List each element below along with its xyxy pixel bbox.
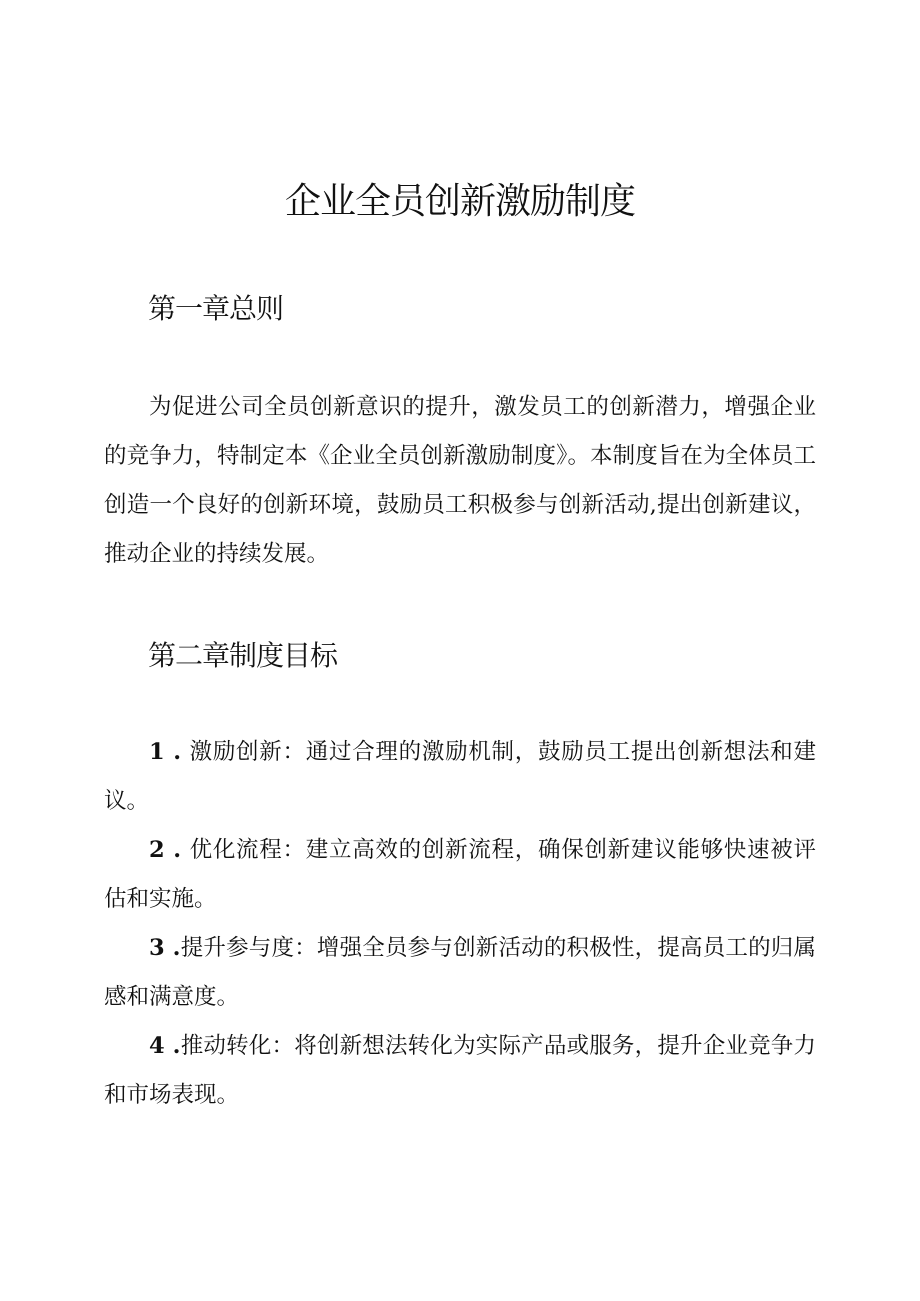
- chapter-heading-goals: 第二章制度目标: [148, 639, 338, 672]
- goal-item-number: 3: [149, 935, 165, 961]
- goal-item-separator: .: [164, 837, 190, 863]
- goal-item-separator: .: [164, 739, 190, 765]
- intro-paragraph: 为促进公司全员创新意识的提升，激发员工的创新潜力，增强企业的竞争力，特制定本《企业全员创新激励制度》。本制度旨在为全体员工创造一个良好的创新环境，鼓励员工积极参与创新活动,提出创新建议，推动企业的持续发展。: [104, 394, 816, 567]
- goal-item-text: 提升参与度：增强全员参与创新活动的积极性，提高员工的归属感和满意度。: [104, 935, 816, 1010]
- goal-item-text: 优化流程：建立高效的创新流程，确保创新建议能够快速被评估和实施。: [104, 837, 816, 912]
- goal-item: [104, 924, 816, 1022]
- goal-item: [104, 1022, 816, 1120]
- goal-item-number: 2: [149, 837, 165, 863]
- goal-item: [104, 826, 816, 924]
- goal-item-number: 4: [149, 1033, 165, 1059]
- document-title: 企业全员创新激励制度: [284, 181, 635, 222]
- goal-item-separator: .: [164, 935, 181, 961]
- chapter-heading-general: 第一章总则: [148, 292, 284, 325]
- goal-item-separator: .: [164, 1033, 181, 1059]
- goal-item-number: 1: [149, 739, 165, 765]
- goal-item: [104, 728, 816, 826]
- goal-item-text: 激励创新：通过合理的激励机制，鼓励员工提出创新想法和建议。: [104, 739, 816, 814]
- goal-item-text: 推动转化：将创新想法转化为实际产品或服务，提升企业竞争力和市场表现。: [104, 1033, 816, 1108]
